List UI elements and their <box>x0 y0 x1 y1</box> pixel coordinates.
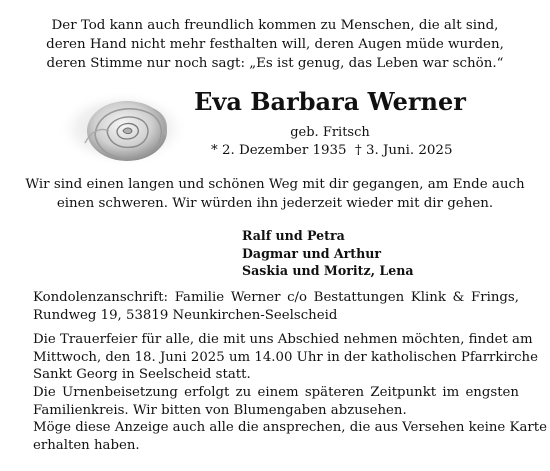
maiden-name: geb. Fritsch <box>290 125 370 140</box>
death-date: † 3. Juni. 2025 <box>355 143 453 158</box>
closing-text: Möge diese Anzeige auch alle die ansprechen, die aus Versehen keine Karte <box>33 420 547 436</box>
notice-details <box>33 289 547 454</box>
mourner: Dagmar und Arthur <box>242 245 382 261</box>
mourners-list <box>242 227 462 280</box>
poem-line: Der Tod kann auch freundlich kommen zu Menschen, die alt sind, <box>51 18 499 33</box>
opening-poem <box>0 16 550 73</box>
poem-line: deren Hand nicht mehr festhalten will, deren Augen müde wurden, <box>46 37 504 52</box>
closing-text: erhalten haben. <box>33 437 140 453</box>
condolence-address: Kondolenzanschrift: Familie Werner c/o Bestattungen Klink & Frings, <box>33 290 519 305</box>
deceased-name: Eva Barbara Werner <box>194 87 466 116</box>
mourner: Saskia und Moritz, Lena <box>242 263 414 278</box>
ceremony-text: Sankt Georg in Seelscheid statt. <box>33 367 251 383</box>
poem-line: deren Stimme nur noch sagt: „Es ist genug, das Leben war schön.“ <box>46 56 504 71</box>
verse-line: Wir sind einen langen und schönen Weg mit dir gegangen, am Ende auch <box>25 177 525 192</box>
rose-image <box>57 91 189 167</box>
mourner: Ralf und Petra <box>242 228 345 243</box>
condolence-address: Rundweg 19, 53819 Neunkirchen-Seelscheid <box>33 307 338 323</box>
burial-text: Familienkreis. Wir bitten von Blumengaben abzusehen. <box>33 402 407 418</box>
birth-date: * 2. Dezember 1935 <box>211 143 347 158</box>
verse-line: einen schweren. Wir würden ihn jederzeit wieder mit dir gehen. <box>56 196 494 211</box>
ceremony-text: Die Trauerfeier für alle, die mit uns Abschied nehmen möchten, findet am <box>33 332 533 348</box>
burial-text: Die Urnenbeisetzung erfolgt zu einem späteren Zeitpunkt im engsten <box>33 384 519 400</box>
farewell-verse <box>0 175 550 213</box>
ceremony-text: Mittwoch, den 18. Juni 2025 um 14.00 Uhr in der katholischen Pfarrkirche <box>33 349 538 365</box>
